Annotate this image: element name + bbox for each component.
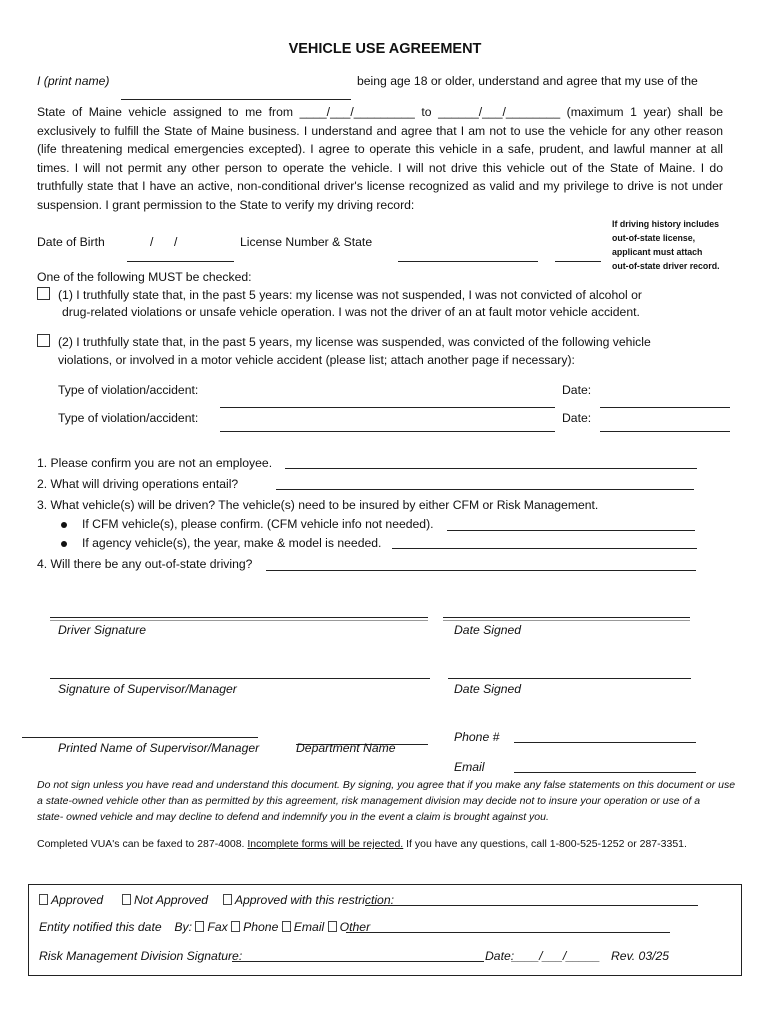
print-name-field[interactable] <box>121 99 351 100</box>
question-1: 1. Please confirm you are not an employee. <box>37 456 273 470</box>
dob-label: Date of Birth <box>37 235 105 249</box>
license-number-field[interactable] <box>398 261 538 262</box>
must-check-label: One of the following MUST be checked: <box>37 270 252 284</box>
not-approved-checkbox[interactable] <box>122 894 131 905</box>
supervisor-date-label: Date Signed <box>454 682 522 696</box>
other-field[interactable] <box>346 932 670 933</box>
violation-date-field[interactable] <box>600 407 730 408</box>
email-checkbox[interactable] <box>282 921 291 932</box>
question-2-field[interactable] <box>276 489 694 490</box>
date-signed-label: Date Signed <box>454 623 522 637</box>
email-field[interactable] <box>514 772 696 773</box>
violation-type-label: Type of violation/accident: <box>58 383 199 397</box>
rm-date-label: Date: <box>485 949 515 963</box>
page-title: VEHICLE USE AGREEMENT <box>288 41 482 57</box>
driver-signature-label: Driver Signature <box>58 623 147 637</box>
question-4: 4. Will there be any out-of-state driving? <box>37 557 253 571</box>
option2-text-line1: (2) I truthfully state that, in the past 5 years, my license was suspended, was convicted of the following vehicle <box>58 335 651 349</box>
option1-checkbox[interactable] <box>37 287 50 300</box>
bullet-icon <box>61 541 67 547</box>
rm-date-field[interactable]: ____/___/_____ <box>512 949 601 963</box>
option2-text-line2: violations, or involved in a motor vehicle accident (please list; attach another page if necessary): <box>58 353 575 367</box>
violation-type-field[interactable] <box>220 431 555 432</box>
supervisor-date-field[interactable] <box>448 678 691 679</box>
department-label: Department Name <box>296 741 396 755</box>
driver-signature-field[interactable] <box>50 617 428 618</box>
cfm-confirm-field[interactable] <box>447 530 695 531</box>
fax-checkbox[interactable] <box>195 921 204 932</box>
license-state-field[interactable] <box>555 261 601 262</box>
rm-signature-field[interactable] <box>232 961 484 962</box>
date-signed-field[interactable] <box>443 617 690 618</box>
question-3-bullet-2: If agency vehicle(s), the year, make & model is needed. <box>82 536 382 550</box>
rm-signature-label: Risk Management Division Signature: <box>39 949 243 963</box>
other-checkbox[interactable] <box>328 921 337 932</box>
license-label: License Number & State <box>240 235 373 249</box>
phone-checkbox[interactable] <box>231 921 240 932</box>
print-name-label: I (print name) <box>37 74 110 88</box>
violation-date-label: Date: <box>562 383 592 397</box>
printed-name-field[interactable] <box>22 737 258 738</box>
supervisor-signature-label: Signature of Supervisor/Manager <box>58 682 237 696</box>
signature-line-shadow <box>50 620 428 621</box>
violation-date-field[interactable] <box>600 431 730 432</box>
question-2: 2. What will driving operations entail? <box>37 477 239 491</box>
phone-field[interactable] <box>514 742 696 743</box>
revision-label: Rev. 03/25 <box>611 949 670 963</box>
out-of-state-note: If driving history includes out-of-state license, applicant must attach out-of-state driver record. <box>612 219 720 271</box>
disclaimer: Do not sign unless you have read and understand this document. By signing, you agree that if you make any false statements on this document or use a state-owned vehicle other than as permitted by this agreement, risk management division may decide not to insure your operation or use of a state- owned vehicle and may decline to defend and indemnify you in the event a claim is brought against you. <box>37 779 736 823</box>
signature-line-shadow <box>443 620 690 621</box>
violation-type-label: Type of violation/accident: <box>58 411 199 425</box>
option1-text-line2: drug-related violations or unsafe vehicle operation. I was not the driver of an at fault motor vehicle accident. <box>62 305 640 319</box>
dob-slash: / <box>150 235 154 249</box>
email-label: Email <box>454 760 485 774</box>
entity-notified-row: Entity notified this date By: Fax Phone Email Other <box>39 920 371 934</box>
dob-slash: / <box>174 235 178 249</box>
printed-name-label: Printed Name of Supervisor/Manager <box>58 741 260 755</box>
phone-label: Phone # <box>454 730 500 744</box>
question-3-bullet-1: If CFM vehicle(s), please confirm. (CFM vehicle info not needed). <box>82 517 434 531</box>
dob-field[interactable] <box>127 261 234 262</box>
approval-row: Approved Not Approved Approved with this restriction: <box>39 893 394 907</box>
restriction-field[interactable] <box>365 905 698 906</box>
question-3: 3. What vehicle(s) will be driven? The vehicle(s) need to be insured by either CFM or Risk Management. <box>37 498 599 512</box>
agency-vehicle-field[interactable] <box>392 548 697 549</box>
approved-restriction-checkbox[interactable] <box>223 894 232 905</box>
fax-note: Completed VUA's can be faxed to 287-4008. Incomplete forms will be rejected. If you have any questions, call 1-800-525-1252 or 287-3351. <box>37 838 687 850</box>
question-4-field[interactable] <box>266 570 696 571</box>
age-statement: being age 18 or older, understand and agree that my use of the <box>357 74 698 88</box>
agreement-paragraph: State of Maine vehicle assigned to me from ____/___/_________ to ______/___/________ (maximum 1 year) shall be exclusively to fulfill the State of Maine business. I understand and agree that I am not to use the vehicle for any other reason (life threatening medical emergencies excepted). I agree to operate this vehicle in a safe, prudent, and lawful manner at all times. I will not permit any other person to operate the vehicle. I will not drive this vehicle out of the State of Maine. I do truthfully state that I have an active, non-conditional driver's license recognized as valid and my privilege to drive is not under suspension. I grant permission to the State to verify my driving record: <box>37 105 723 212</box>
option2-checkbox[interactable] <box>37 334 50 347</box>
bullet-icon <box>61 522 67 528</box>
violation-date-label: Date: <box>562 411 592 425</box>
violation-type-field[interactable] <box>220 407 555 408</box>
approved-checkbox[interactable] <box>39 894 48 905</box>
option1-text-line1: (1) I truthfully state that, in the past 5 years: my license was not suspended, I was not convicted of alcohol or <box>58 288 642 302</box>
question-1-field[interactable] <box>285 468 697 469</box>
supervisor-signature-field[interactable] <box>50 678 430 679</box>
